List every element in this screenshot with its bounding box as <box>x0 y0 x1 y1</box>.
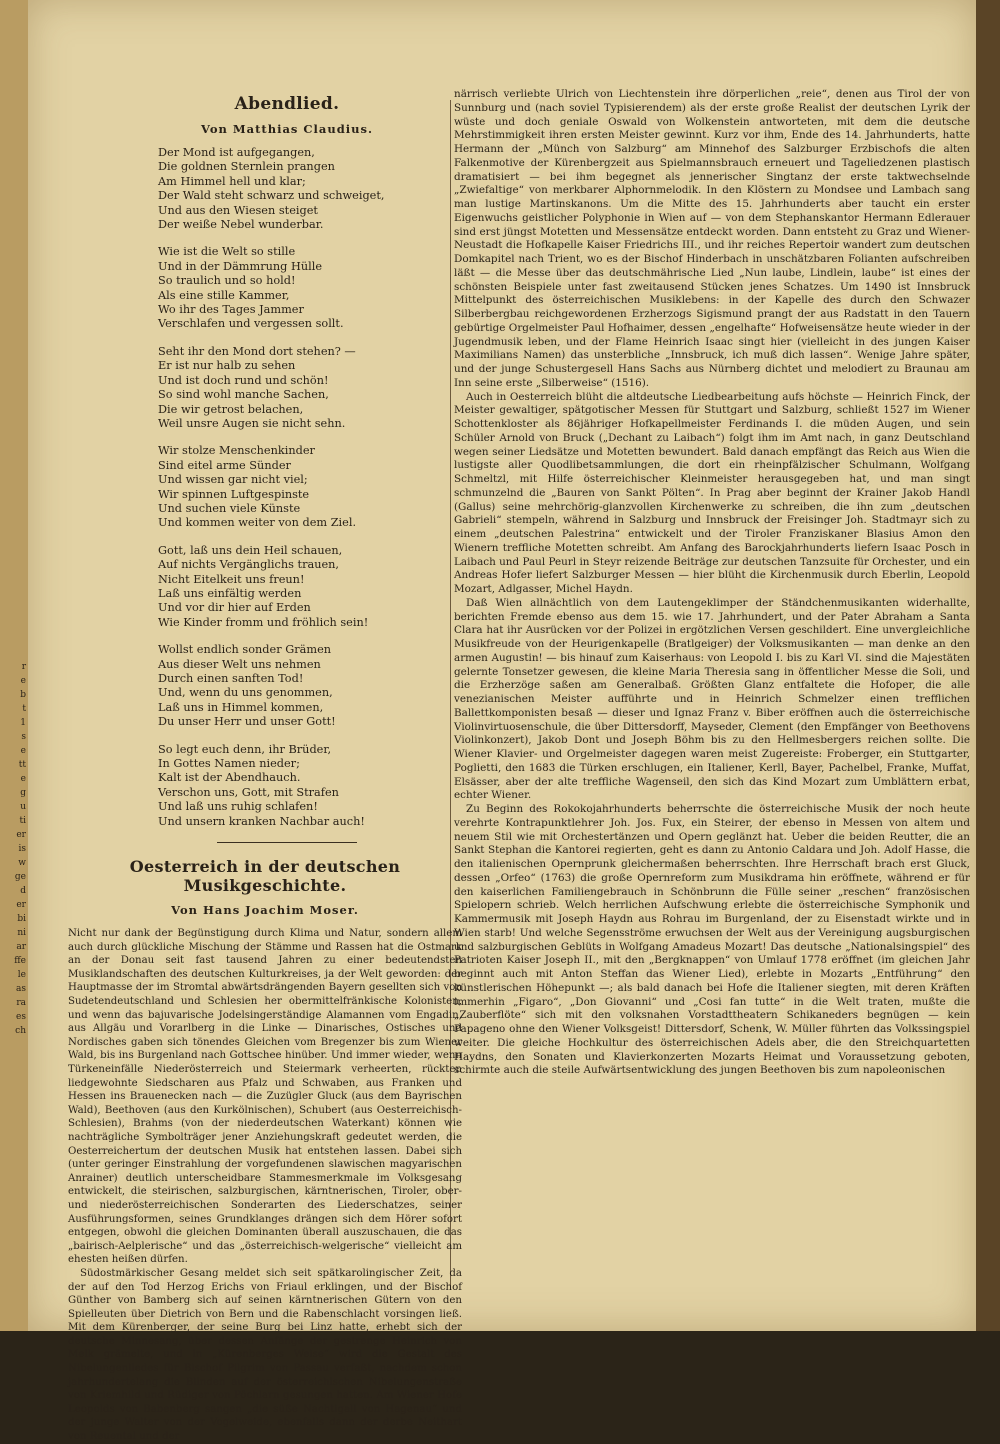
poem-line: Und in der Dämmrung Hülle <box>158 259 323 273</box>
poem-stanza <box>158 643 446 729</box>
poem-line: Wie Kinder fromm und fröhlich sein! <box>158 615 369 629</box>
margin-fragment: b <box>20 690 26 700</box>
poem-body <box>128 146 446 829</box>
poem-line: Aus dieser Welt uns nehmen <box>158 657 321 671</box>
poem-line: Durch einen sanften Tod! <box>158 672 304 685</box>
poem-line: Die goldnen Sternlein prangen <box>158 160 335 174</box>
right-column <box>454 88 970 1078</box>
margin-fragment: bi <box>17 914 26 924</box>
section-divider <box>217 842 357 843</box>
article-paragraph: Nicht nur dank der Begünstigung durch Klima und Natur, sondern allem auch durch glückliche Mischung der Stämme und Rassen hat die Ostmark an der Donau seit fast tausend Jahren zu einer bedeutendsten Musiklandschaften des deutschen Kulturkreises, ja der Welt geworden: der Hauptmasse der im Stromtal abwärtsdrängenden Bayern gesellten sich von Sudetendeutschland und Schlesien her obermittelfränkische Kolonisten, und wenn das bajuvarische Jodelsingerständige Alamannen vom Engadin, aus Allgäu und Vorarlberg in die Linke — Dinarisches, Ostisches und Nordisches gaben sich tönendes Gleichen vom Bregenzer bis zum Wiener Wald, bis ins Burgenland nach Gottschee hinüber. Und immer wieder, wenn Türkeneinfälle Niederösterreich und Steiermark verheerten, rückten liedgewohnte Siedscharen aus Pfalz und Schwaben, aus Franken und Hessen ins Brauenecken nach — die Zuzügler Gluck (aus dem Bayrischen Wald), Beethoven (aus den Kurkölnischen), Schubert (aus Oesterreichisch-Schlesien), Brahms (von der niederdeutschen Waterkant) können wie nachträgliche Symbolträger jener Anziehungskraft gedeutet werden, die Oesterreichertum der deutschen Musik hat entstehen lassen. Dabei sich (unter geringer Einstrahlung der vorgefundenen slawischen magyarischen Anrainer) deutlich unterscheidbare Stammesmerkmale im Volksgesang entwickelt, die steirischen, salzburgischen, kärntnerischen, Tiroler, ober- und niederösterreichischen Sonderarten des Liederschatzes, seiner Ausführungsformen, seines Grundklanges drängen sich dem Hörer sofort entgegen, obwohl die gleichen Dominanten überall auszuschauen, die das „bairisch-Aelplerische“ und das „österreichisch-welgerische“ vielleicht am ehesten heißen dürfen. <box>68 928 462 1266</box>
poem-line: Der Mond ist aufgegangen, <box>158 146 315 159</box>
margin-fragment: ge <box>14 872 26 882</box>
poem-line: So traulich und so hold! <box>158 274 296 288</box>
poem-line: Gott, laß uns dein Heil schauen, <box>158 543 343 557</box>
poem-line: Weil unsre Augen sie nicht sehn. <box>158 416 346 430</box>
margin-fragment: 1 <box>20 718 26 728</box>
poem-stanza <box>158 146 446 232</box>
poem-line: So sind wohl manche Sachen, <box>158 388 329 402</box>
margin-fragment: er <box>16 830 26 840</box>
margin-fragment: ra <box>16 998 26 1008</box>
poem-line: Wo ihr des Tages Jammer <box>158 303 304 317</box>
poem-line: Laß uns einfältig werden <box>158 586 302 600</box>
poem-line: Kalt ist der Abendhauch. <box>158 771 301 785</box>
poem-line: Nicht Eitelkeit uns freun! <box>158 572 305 586</box>
margin-fragment: w <box>18 858 26 868</box>
article-byline: Von Hans Joachim Moser. <box>171 903 359 918</box>
poem-stanza <box>158 345 446 431</box>
poem-line: Und wissen gar nicht viel; <box>158 473 308 487</box>
margin-fragment: g <box>20 788 26 798</box>
poem-stanza <box>158 444 446 530</box>
adjacent-page-edge <box>0 0 30 1331</box>
poem-line: Und ist doch rund und schön! <box>158 373 329 387</box>
poem-line: Und, wenn du uns genommen, <box>158 686 333 700</box>
article-paragraph: närrisch verliebte Ulrich von Liechtenstein ihre dörperlichen „reie“, denen aus Tirol der von Sunnburg und (nach soviel Typisierendem) als der erste große Realist der deutschen Lyrik der wüste und doch geniale Oswald von Wolkenstein antworteten, mit dem die deutsche Mehrstimmigkeit ihren ersten Meister gewinnt. Kurz vor ihm, Ende des 14. Jahrhunderts, hatte Hermann der „Münch von Salzburg“ am Minnehof des Salzburger Erzbischofs die alten Falkenmotive der Kürenbergzeit aus Spielmannsbrauch erneuert und Tageliedzenen plastisch dramatisiert — bei ihm begegnet als jennerischer Singtanz der erste taktwechselnde „Zwiefaltige“ von merkbarer Alphornmelodik. In den Klöstern zu Mondsee und Lambach sang man lustige Martinskanons. Um die Mitte des 15. Jahrhunderts aber taucht ein erster Eigenwuchs geistlicher Polyphonie in Wien auf — von dem Stephanskantor Hermann Edlerauer sind erst jüngst Motetten und Messensätze entdeckt worden. Dann entsteht zu Graz und Wiener-Neustadt die Hofkapelle Kaiser Friedrichs III., und ihr reiches Repertoir wandert zum deutschen Domkapitel nach Trient, wo es der Bischof Hinderbach in unschätzbaren Folianten aufschreiben läßt — die Messe über das deutschmährische Lied „Nun laube, Lindlein, laube“ ist eines der schönsten Beispiele unter fast zweitausend Stücken jenes Schatzes. Um 1490 ist Innsbruck Mittelpunkt des österreichischen Musiklebens: in der Kapelle des durch den Schwazer Silberbergbau reichgewordenen Erzherzogs Sigismund prangt der aus Radstatt in den Tauern gebürtige Orgelmeister Paul Hofhaimer, dessen „engelhafte“ Hofweisensätze heute wieder in der Jugendmusik leben, und der Flame Heinrich Isaac singt hier (vielleicht in des jungen Kaiser Maximilians Namen) das unsterbliche „Innsbruck, ich muß dich lassen“. Wenige Jahre später, und der junge Schustergesell Hans Sachs aus Nürnberg dichtet und melodiert zu Braunau am Inn seine erste „Silberweise“ (1516). <box>454 88 970 389</box>
margin-fragment: e <box>20 746 26 756</box>
article-paragraph: Südostmärkischer Gesang meldet sich seit spätkarolingischer Zeit, da der auf den Tod Herzog Erichs von Friaul erklingen, und der Bischof Günther von Bamberg sich auf seinen kärntnerischen Gütern von den Spielleuten über Dietrich von Bern und die Rabenschlacht vorsingen ließ. Mit dem Kürenberger, der seine Burg bei Linz hatte, erhebt sich der deutsche Minnesang, über dessen Anfänge der gestrenge Heinrich von Melk grämelte, und in „Kürenberges Weise“ wird die Gestalt des Nibelungenliedes für Bischof Pilgrim von Passau verfaßt, nachdem schon jahrhundertelang die Blinden auf der österreichischen Nibelungenstraße von Kriemhild und Rüdiger von Pöchlarn gesungen hatten. Am Wiener Hofe Leopolds von Babenberg sangen „die süße Nachtigall von Hagenau“ und der junge Walter von der Vogelweide, ebenfalls dann der derbe Neithart von Reuental und der <box>68 1267 462 1443</box>
poem-stanza <box>158 743 446 829</box>
poem-line: So legt euch denn, ihr Brüder, <box>158 742 332 756</box>
margin-fragment: er <box>16 900 26 910</box>
poem-line: Auf nichts Vergänglichs trauen, <box>158 558 340 572</box>
margin-fragment: e <box>20 676 26 686</box>
margin-fragment: ch <box>15 1026 26 1036</box>
adjacent-page-fragments <box>0 660 26 1038</box>
scan-border <box>976 0 1000 1331</box>
margin-fragment: e <box>20 774 26 784</box>
poem-line: Und aus den Wiesen steiget <box>158 203 318 217</box>
poem-line: Verschon uns, Gott, mit Strafen <box>158 785 339 799</box>
poem-title: Abendlied. <box>234 94 340 114</box>
poem-line: Seht ihr den Mond dort stehen? — <box>158 344 356 358</box>
poem-line: Sind eitel arme Sünder <box>158 458 291 472</box>
poem-line: Der Wald steht schwarz und schweiget, <box>158 189 385 203</box>
newspaper-page <box>28 0 976 1443</box>
margin-fragment: es <box>16 1012 26 1022</box>
margin-fragment: s <box>21 732 26 742</box>
poem-line: Du unser Herr und unser Gott! <box>158 715 336 729</box>
poem-line: Und unsern kranken Nachbar auch! <box>158 814 365 828</box>
margin-fragment: t <box>22 704 26 714</box>
margin-fragment: ar <box>16 942 26 952</box>
margin-fragment: tt <box>18 760 26 770</box>
poem-line: Als eine stille Kammer, <box>158 288 290 302</box>
margin-fragment: ffe <box>14 956 26 966</box>
article-title: Oesterreich in der deutschen Musikgeschichte. <box>129 857 401 896</box>
article-body-right <box>454 88 970 1078</box>
poem-line: Und vor dir hier auf Erden <box>158 601 311 615</box>
poem-line: Die wir getrost belachen, <box>158 402 304 416</box>
margin-fragment: is <box>18 844 26 854</box>
poem-stanza <box>158 245 446 331</box>
poem-line: Laß uns in Himmel kommen, <box>158 700 324 714</box>
margin-fragment: as <box>16 984 26 994</box>
article-body-left <box>68 927 462 1444</box>
margin-fragment: ni <box>17 928 26 938</box>
poem-byline: Von Matthias Claudius. <box>201 122 373 136</box>
article-paragraph: Daß Wien allnächtlich von dem Lautengeklimper der Ständchenmusikanten widerhallte, berichten Fremde ebenso aus dem 15. wie 17. Jahrhundert, und der Pater Abraham a Santa Clara hat ihr Ausrücken vor der Polizei in ergötzlichen Versen geschildert. Eine unvergleichliche Musikfreude von der Heurigenkapelle (Bratlgeiger) der Volksmusikanten — man denke an den armen Augustin! — bis hinauf zum Kaiserhaus: von Leopold I. bis zu Karl VI. sind die Majestäten gelernte Tonsetzer gewesen, die kleine Maria Theresia sang in öffentlicher Messe die Soli, und die Erzherzöge saßen am Generalbaß. Größten Glanz entfaltete die Hofoper, die alle venezianischen Meister aufführte und in Heinrich Schmelzer einen trefflichen Ballettkomponisten besaß — dieser und Ignaz Franz v. Biber eröffnen auch die österreichische Violinvirtuosenschule, die über Dittersdorff, Mayseder, Clement (den Empfänger von Beethovens Violinkonzert), Jakob Dont und Joseph Böhm bis zu den Hellmesbergers reichen sollte. Die Wiener Klavier- und Orgelmeister dagegen waren meist Zugereiste: Froberger, ein Stuttgarter, Poglietti, den 1683 die Türken erschlugen, ein Italiener, Kerll, Bayer, Pachelbel, Franke, Muffat, Elsässer, aber der alte treffliche Wagenseil, den sich das Kind Mozart zum Umblättern erbat, echter Wiener. <box>454 596 970 802</box>
left-column <box>68 90 462 1444</box>
poem-line: Er ist nur halb zu sehen <box>158 359 296 373</box>
poem-stanza <box>158 544 446 630</box>
article-paragraph: Auch in Oesterreich blüht die altdeutsche Liedbearbeitung aufs höchste — Heinrich Finck, der Meister gewaltiger, spätgotischer Messen für Stuttgart und Salzburg, schließt 1527 im Wiener Schottenkloster als 86jähriger Hofkapellmeister Ferdinands I. die müden Augen, und sein Schüler Arnold von Bruck („Dechant zu Laibach“) folgt ihm im Amt nach, in ganz Deutschland wegen seiner Liedsätze und Motetten bewundert. Bald danach empfängt das Reich aus Wien die lustigste aller Quodlibetsammlungen, die dort ein rheinpfälzischer Schulmann, Wolfgang Schmeltzl, mit Hilfe österreichischer Kleinmeister herausgegeben hat, und man singt schmunzelnd die „Bauren von Sankt Pölten“. In Prag aber beginnt der Krainer Jakob Handl (Gallus) seine mehrchörig-glanzvollen Kirchenwerke zu schreiben, die ihn zum „deutschen Gabrieli“ stempeln, während in Salzburg und Innsbruck der Freisinger Joh. Stadtmayr sich zu einem „deutschen Palestrina“ entwickelt und der Tiroler Franziskaner Blasius Amon den Wienern treffliche Motetten schreibt. Am Anfang des Barockjahrhunderts liefern Isaac Posch in Laibach und Paul Peurl in Steyr reizende Beiträge zur deutschen Tanzsuite für Orchester, und ein Andreas Hofer liefert Salzburger Messen — hier blüht die Kirchenmusik durch Eberlin, Leopold Mozart, Adlgasser, Michel Haydn. <box>454 390 970 595</box>
poem-line: Wir spinnen Luftgespinste <box>158 487 310 501</box>
poem-line: Wie ist die Welt so stille <box>158 245 296 259</box>
poem-line: Der weiße Nebel wunderbar. <box>158 218 324 232</box>
margin-fragment: r <box>21 662 26 672</box>
poem-line: Verschlafen und vergessen sollt. <box>158 317 344 331</box>
poem-line: In Gottes Namen nieder; <box>158 757 300 771</box>
poem-line: Am Himmel hell und klar; <box>158 174 306 188</box>
poem-line: Und kommen weiter von dem Ziel. <box>158 516 357 530</box>
margin-fragment: le <box>17 970 26 980</box>
margin-fragment: d <box>20 886 26 896</box>
poem-line: Wir stolze Menschenkinder <box>158 444 315 458</box>
margin-fragment: u <box>20 802 26 812</box>
poem-line: Wollst endlich sonder Grämen <box>158 643 332 657</box>
margin-fragment: ti <box>19 816 26 826</box>
article-paragraph: Zu Beginn des Rokokojahrhunderts beherrschte die österreichische Musik der noch heute verehrte Kontrapunktlehrer Joh. Jos. Fux, ein Steirer, der ebenso in Messen von altem und neuem Stil wie mit Orchestertänzen und Opern geglänzt hat. Ueber die beiden Reutter, die an Sankt Stephan die Kantorei regierten, geht es dann zu Antonio Caldara und Joh. Adolf Hasse, die den italienischen Opernprunk gleichermaßen beherrschten. Ihre Herrschaft brach erst Gluck, dessen „Orfeo“ (1763) die große Opernreform zum Musikdrama hin eröffnete, während er für den kaiserlichen Familiengebrauch in Schönbrunn die Fülle seiner „reschen“ französischen Spielopern schrieb. Welch herrlichen Aufschwung erlebte die österreichische Symphonik und Kammermusik mit Joseph Haydn aus Rohrau im Burgenland, der zu Eisenstadt wirkte und in Wien starb! Und welche Segensströme erwuchsen der Welt aus der Vereinigung augsburgischen und salzburgischen Geblüts in Wolfgang Amadeus Mozart! Das deutsche „Nationalsingspiel“ des Patrioten Kaiser Joseph II., mit den „Bergknappen“ von Umlauf 1778 eröffnet (im gleichen Jahr beginnt auch mit Anton Steffan das Wiener Lied), erlebte in Mozarts „Entführung“ den künstlerischen Höhepunkt —; als bald danach bei Hofe die Italiener siegten, mit deren Kräften immerhin „Figaro“, „Don Giovanni“ und „Cosi fan tutte“ in die Welt traten, mußte die „Zauberflöte“ sich mit den volksnahen Vorstadttheatern Schikaneders begnügen — kein Papageno ohne den Wiener Volksgeist! Dittersdorf, Schenk, W. Müller führten das Volkssingspiel weiter. Die gleiche Hochkultur des österreichischen Adels aber, die den Streichquartetten Haydns, den Sonaten und Klavierkonzerten Mozarts Heimat und Voraussetzung geboten, schirmte auch die steile Aufwärtsentwicklung des jungen Beethoven bis zum napoleonischen <box>454 803 970 1077</box>
poem-line: Und laß uns ruhig schlafen! <box>158 800 318 814</box>
poem-line: Und suchen viele Künste <box>158 501 301 515</box>
